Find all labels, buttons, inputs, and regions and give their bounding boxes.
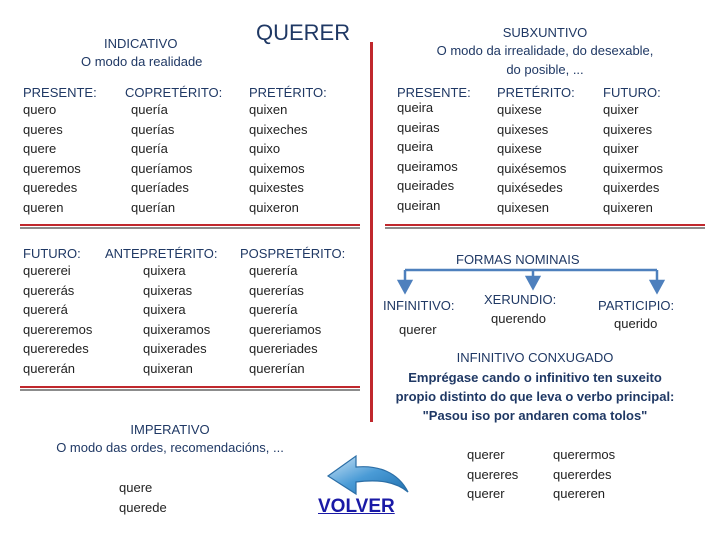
conjugation-form: querer [467,486,505,501]
conjugation-form: quixer [603,102,639,117]
conjugation-form: quixemos [249,160,305,176]
subxuntivo-subheading: O modo da irrealidade, do desexable, [436,43,654,58]
volver-link[interactable]: VOLVER [318,496,395,517]
conjugation-form: quixeses [497,121,549,137]
participio-label: PARTICIPIO: [598,298,675,313]
infinitivo-value: querer [399,322,437,337]
imperativo-heading: IMPERATIVO [130,422,210,437]
conjugation-form: quererei [23,263,71,278]
preterito-subxuntivo-label: PRETÉRITO: [497,85,575,100]
infinitivo-conxugado-forms-col2 [553,445,615,504]
conjugation-form: quererá [23,302,68,317]
conjugation-form: queredes [23,180,78,195]
conjugation-form: quixesen [497,199,550,215]
conjugation-form: quixeren [603,199,653,215]
subxuntivo-subheading-2: do posible, ... [506,62,584,77]
conjugation-form: quere [23,141,57,156]
conjugation-form: quixer [603,141,639,156]
formas-nominais-heading: FORMAS NOMINAIS [456,252,580,267]
conjugation-form: quereredes [23,341,89,356]
conjugation-form: quereren [553,486,606,501]
conjugation-form: quixerades [143,341,207,356]
conjugation-form: queremos [23,160,81,176]
conjugation-form: queríamos [131,160,193,176]
conjugation-form: quixeres [603,121,653,137]
conjugation-form: queres [23,121,63,137]
conjugation-form: quereres [467,466,519,482]
preterito-indicativo-label: PRETÉRITO: [249,85,327,100]
indicativo-subheading: O modo da realidade [81,54,203,69]
conjugation-form: quixen [249,102,288,117]
conjugation-form: querermos [553,447,616,462]
conjugation-form: quereremos [23,321,93,337]
conjugation-form: quixésedes [497,180,563,195]
infinitivo-conxugado-desc: Emprégase cando o infinitivo ten suxeito [408,370,662,385]
conjugation-form: quixerdes [603,180,660,195]
xerundio-value: querendo [491,311,546,326]
conjugation-form: quixese [497,141,542,156]
conjugation-form: queiras [397,119,440,135]
conjugation-form: quereriades [249,341,318,356]
conjugation-form: quixésemos [497,160,567,176]
conjugation-form: quería [131,102,168,117]
conjugation-form: quixeron [249,199,299,215]
conjugation-form: quixestes [249,180,304,195]
conjugation-form: quixeramos [143,321,211,337]
conjugation-form: quererán [23,360,76,376]
subxuntivo-heading: SUBXUNTIVO [502,25,588,40]
infinitivo-label: INFINITIVO: [383,298,455,313]
imperativo-subheading: O modo das ordes, recomendacións, ... [56,440,284,455]
conjugation-form: queira [397,139,434,154]
conjugation-form: quereriamos [249,321,322,337]
infinitivo-conxugado-desc: propio distinto do que leva o verbo principal: [395,389,675,404]
antepreterito-label: ANTEPRETÉRITO: [105,246,218,261]
conjugation-form: quere [119,480,153,495]
conjugation-form: queren [23,199,64,215]
futuro-subxuntivo-label: FUTURO: [603,85,661,100]
xerundio-label: XERUNDIO: [484,292,557,307]
futuro-indicativo-label: FUTURO: [23,246,81,261]
conjugation-form: quería [131,141,168,156]
conjugation-form: quererían [249,360,305,376]
conjugation-form: quixermos [603,160,663,176]
conjugation-form: quero [23,102,57,117]
conjugation-form: querían [131,199,176,215]
conjugation-form: quixeras [143,282,193,298]
conjugation-form: querería [249,302,298,317]
conjugation-form: quixeches [249,121,308,137]
conjugation-form: querías [131,121,175,137]
conjugation-form: queirades [397,178,455,193]
conjugation-form: quixera [143,302,186,317]
back-arrow-icon[interactable] [326,452,412,502]
conjugation-form: querer [467,447,505,462]
conjugation-form: querede [119,499,167,515]
conjugation-form: quixese [497,102,542,117]
conjugation-form: queríades [131,180,189,195]
page-title: QUERER [256,20,351,45]
conjugation-form: quixeran [143,360,193,376]
indicativo-heading: INDICATIVO [104,36,178,51]
conjugation-form: quererías [249,282,304,298]
presente-indicativo-label: PRESENTE: [23,85,97,100]
pospreterito-label: POSPRETÉRITO: [240,246,346,261]
infinitivo-conxugado-heading: INFINITIVO CONXUGADO [456,350,614,365]
presente-subxuntivo-label: PRESENTE: [397,85,471,100]
conjugation-form: queira [397,100,434,115]
conjugation-form: quixo [249,141,281,156]
conjugation-form: queiramos [397,158,458,174]
infinitivo-conxugado-forms-col1 [467,445,518,504]
conjugation-form: querería [249,263,298,278]
participio-value: querido [614,316,658,331]
conjugation-form: queiran [397,197,441,213]
infinitivo-conxugado-example: "Pasou iso por andaren coma tolos" [422,408,648,423]
conjugation-form: quixera [143,263,186,278]
conjugation-form: quererdes [553,466,612,482]
conjugation-form: quererás [23,282,75,298]
copreterito-label: COPRETÉRITO: [125,85,223,100]
